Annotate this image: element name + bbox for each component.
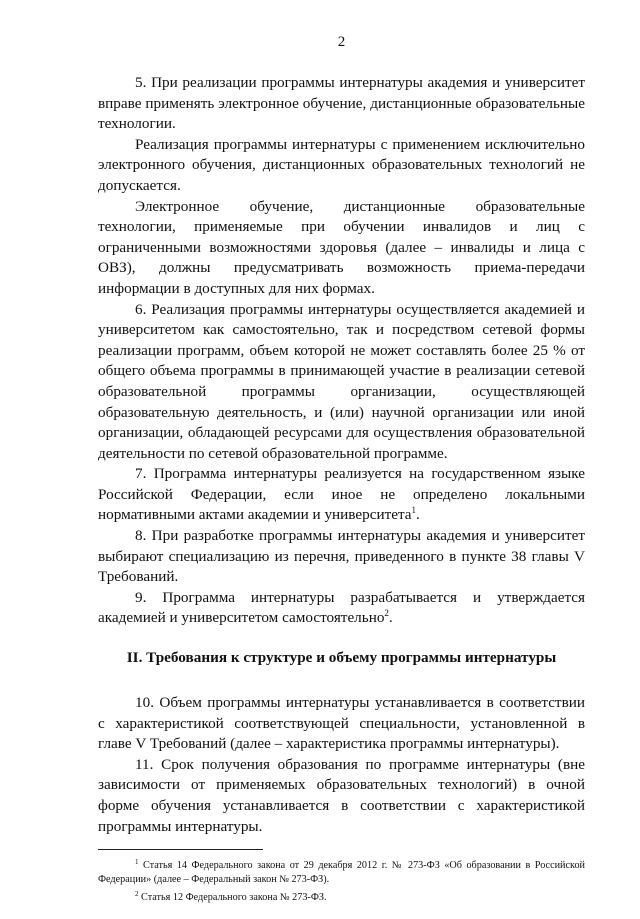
paragraph-9-text: 9. Программа интернатуры разрабатывается и утверждается академией и университетом самостоятельно: [98, 588, 585, 627]
paragraph-9-tail: .: [388, 609, 393, 627]
footnote-2-mark: 2: [135, 890, 139, 899]
footnote-1-mark: 1: [135, 858, 139, 867]
paragraph-7-tail: .: [416, 506, 420, 524]
paragraph-6: 6. Реализация программы интернатуры осуществляется академией и университетом как самостоятельно, так и посредством сетевой формы реализации программ, объем которой не может составлять более 25 % от общего объема программы в принимающей участие в реализации сетевой образовательной программы организации, осуществляющей образовательную деятельность, и (или) научной организации или иной организации, обладающей ресурсами для осуществления образовательной деятельности по сетевой образовательной программе.: [98, 300, 585, 462]
footnote-2: [98, 887, 585, 905]
footnote-2-text: Статья 12 Федерального закона № 273-ФЗ.: [141, 892, 327, 904]
paragraph-11: 11. Срок получения образования по программе интернатуры (вне зависимости от применяемых образовательных технологий) в очной форме обучения устанавливается в соответствии с характеристикой программы интернатуры.: [98, 755, 585, 835]
paragraph-5-disabled-persons: Электронное обучение, дистанционные образовательные технологии, применяемые при обучении инвалидов и лиц с ограниченными возможностями здоровья (далее – инвалиды и лица с ОВЗ), должны предусматривать возможность приема-передачи информации в доступных для них формах.: [98, 197, 585, 297]
footnote-ref-1[interactable]: 1: [411, 505, 417, 516]
footnote-1-text: Статья 14 Федерального закона от 29 декабря 2012 г. № 273-ФЗ «Об образовании в Российской Федерации» (далее – Федеральный закон № 273-ФЗ).: [98, 860, 585, 886]
paragraph-10: 10. Объем программы интернатуры устанавливается в соответствии с характеристикой соответствующей специальности, установленной в главе V Требований (далее – характеристика программы интернатуры).: [98, 694, 585, 753]
page-number: 2: [337, 34, 346, 50]
paragraph-9: [98, 588, 585, 629]
footnote-ref-2[interactable]: 2: [384, 608, 389, 619]
footnote-divider: [98, 849, 263, 850]
paragraph-8: 8. При разработке программы интернатуры академия и университет выбирают специализацию из перечня, приведенного в пункте 38 главы V Требований.: [98, 527, 585, 586]
paragraph-7: [98, 464, 585, 526]
footnote-1: [98, 855, 585, 887]
paragraph-5: 5. При реализации программы интернатуры академия и университет вправе применять электронное обучение, дистанционные образовательные технологии.: [98, 74, 585, 133]
paragraph-7-text: 7. Программа интернатуры реализуется на государственном языке Российской Федерации, если иное не определено локальными нормативными актами академии и университета: [98, 465, 585, 524]
section-heading: II. Требования к структуре и объему программы интернатуры: [126, 649, 557, 667]
paragraph-5-exclusive-elearning: Реализация программы интернатуры с применением исключительно электронного обучения, дистанционных образовательных технологий не допускается.: [98, 135, 585, 194]
